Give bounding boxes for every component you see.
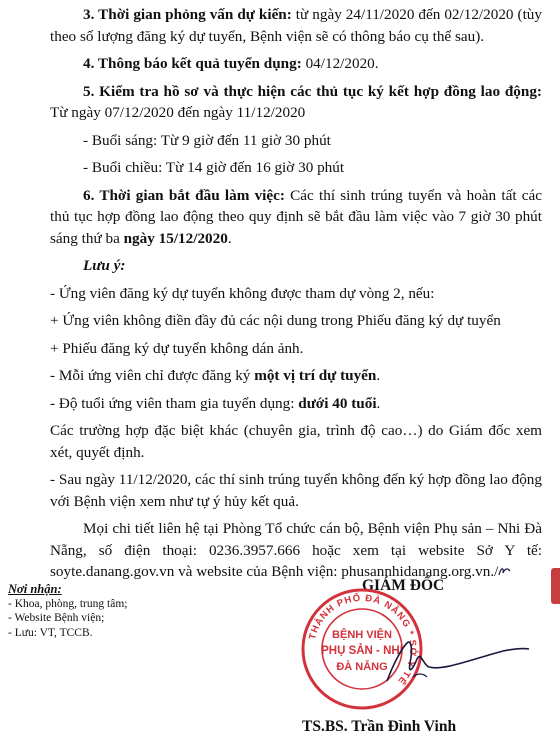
seal-ring-text: THÀNH PHỐ ĐÀ NẴNG * SỞ Y TẾ <box>306 592 419 687</box>
note-one-position: - Mỗi ứng viên chỉ được đăng ký một vị trí dự tuyển. <box>50 367 381 384</box>
item-3-label: Thời gian phỏng vấn dự kiến: <box>98 6 292 23</box>
note-sub1: + Ứng viên không điền đầy đủ các nội dung trong Phiếu đăng ký dự tuyển <box>50 312 501 329</box>
item-3-text: từ ngày 24/11/2020 đến 02/12/2020 (tùy theo số lượng đăng ký dự tuyển, Bệnh viện sẽ có thông báo cụ thể sau). <box>50 6 542 45</box>
signature-mark <box>383 629 533 699</box>
recipient-item: - Khoa, phòng, trung tâm; <box>8 597 128 610</box>
item-3-number: 3. <box>83 6 95 23</box>
recipients-title: Nơi nhận: <box>8 582 62 596</box>
seal-line-2: PHỤ SẢN - NHI <box>321 645 403 657</box>
note-age: - Độ tuổi ứng viên tham gia tuyển dụng: dưới 40 tuổi. <box>50 394 381 412</box>
item-6-label: 6. Thời gian bắt đầu làm việc: <box>83 186 285 204</box>
item-4-text: 04/12/2020. <box>301 55 379 72</box>
note-after: - Sau ngày 11/12/2020, các thí sinh trúng tuyển không đến ký hợp đồng lao động với Bệnh viện xem như tự ý hủy kết quả. <box>50 471 542 510</box>
note-special: Các trường hợp đặc biệt khác (chuyên gia, trình độ cao…) do Giám đốc xem xét, quyết định. <box>50 422 542 461</box>
seal-line-1: BỆNH VIỆN <box>332 629 392 641</box>
recipient-item: - Lưu: VT, TCCB. <box>8 626 93 639</box>
item-6 <box>50 185 542 250</box>
recipients-block <box>8 582 127 640</box>
item-6-end: . <box>227 229 232 247</box>
document-footer <box>0 573 560 741</box>
item-5-afternoon: - Buổi chiều: Từ 14 giờ đến 16 giờ 30 phút <box>83 159 345 176</box>
document-body <box>50 0 542 583</box>
note-round2: - Ứng viên đăng ký dự tuyển không được tham dự vòng 2, nếu: <box>50 284 435 302</box>
recipient-item: - Website Bệnh viện; <box>8 612 105 624</box>
signature-title: GIÁM ĐỐC <box>362 577 445 594</box>
item-5-label: 5. Kiểm tra hồ sơ và thực hiện các thủ tục ký kết hợp đồng lao động: <box>83 82 542 100</box>
notes-title: Lưu ý: <box>83 257 126 274</box>
item-3 <box>50 4 542 47</box>
item-6-text: Các thí sinh trúng tuyển và hoàn tất các thủ tục hợp đồng lao động theo quy định sẽ bắt đầu làm việc vào 7 giờ 30 phút sáng thứ ba <box>50 186 542 247</box>
edge-stamp-mark <box>551 568 560 604</box>
item-6-date: ngày 15/12/2020 <box>123 229 228 247</box>
signer-name: TS.BS. Trần Đình Vinh <box>302 718 457 735</box>
contact-info: Mọi chi tiết liên hệ tại Phòng Tổ chức cán bộ, Bệnh viện Phụ sản – Nhi Đà Nẵng, số điện thoại: 0236.3957.666 hoặc xem tại website Sở Y tế: soyte.danang.gov.vn và website của Bệnh viện: phusannhidanang.org.vn./ <box>50 520 542 580</box>
item-5-text: Từ ngày 07/12/2020 đến ngày 11/12/2020 <box>50 104 306 121</box>
item-4 <box>50 53 542 75</box>
item-5-morning: - Buổi sáng: Từ 9 giờ đến 11 giờ 30 phút <box>83 131 331 149</box>
item-5 <box>50 81 542 124</box>
seal-line-3: ĐÀ NẴNG <box>336 661 388 673</box>
note-sub2: + Phiếu đăng ký dự tuyển không dán ảnh. <box>50 339 304 357</box>
item-4-label: 4. Thông báo kết quả tuyển dụng: <box>83 55 302 72</box>
